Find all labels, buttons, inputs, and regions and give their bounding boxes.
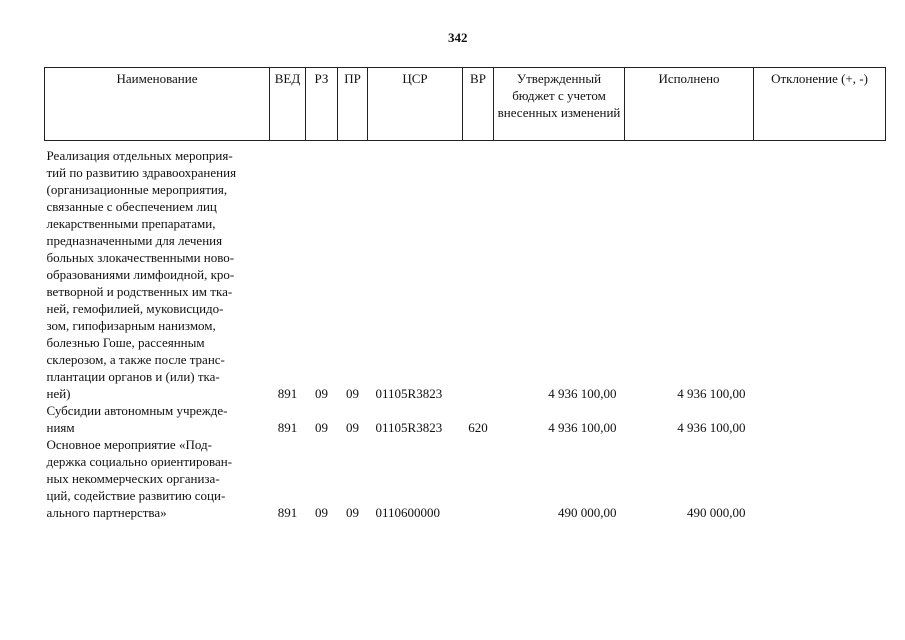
table-row [45, 436, 886, 521]
row-budget: 4 936 100,00 [548, 386, 617, 401]
row-executed: 4 936 100,00 [677, 420, 746, 435]
row-csr: 01105R3823 [375, 420, 443, 435]
header-pr: ПР [338, 68, 368, 141]
row-name: Реализация отдельных мероприя- тий по развитию здравоохранения (организационные мероприятия, связанные с обеспечением лиц лекарственными препаратами, предназначенными для лечения больных злокачественными ново- образованиями лимфоидной, кро- ветворной и родственных им тка- ней, гемофилией, муковисцидо- зом, гипофизарным нанизмом, болезнью Гоше, рассеянным склерозом, а также после транс- плантации органов и (или) тка- ней) [46, 148, 237, 401]
row-pr: 09 [346, 505, 359, 520]
header-budget: Утвержденный бюджет с учетом внесенных изменений [494, 68, 625, 141]
row-deviation [754, 436, 886, 521]
header-ved: ВЕД [270, 68, 306, 141]
table-row [45, 147, 886, 402]
header-deviation: Отклонение (+, -) [754, 68, 886, 141]
row-rz: 09 [315, 505, 328, 520]
row-ved: 891 [277, 505, 298, 520]
row-vr: 620 [468, 420, 488, 435]
row-pr: 09 [346, 386, 359, 401]
row-ved: 891 [277, 420, 298, 435]
row-ved: 891 [277, 386, 298, 401]
row-csr: 01105R3823 [375, 386, 443, 401]
header-vr: ВР [463, 68, 494, 141]
row-vr [463, 436, 494, 521]
header-csr: ЦСР [368, 68, 463, 141]
table-row [45, 402, 886, 436]
row-budget: 4 936 100,00 [548, 420, 617, 435]
row-executed: 490 000,00 [687, 505, 746, 520]
row-deviation [754, 147, 886, 402]
row-budget: 490 000,00 [558, 505, 617, 520]
row-pr: 09 [346, 420, 359, 435]
row-executed: 4 936 100,00 [677, 386, 746, 401]
header-row [45, 68, 886, 141]
row-deviation [754, 402, 886, 436]
row-name: Субсидии автономным учрежде- ниям [46, 403, 228, 435]
header-executed: Исполнено [625, 68, 754, 141]
row-vr [463, 147, 494, 402]
row-csr: 0110600000 [375, 505, 441, 520]
page-number: 342 [448, 30, 468, 45]
row-rz: 09 [315, 386, 328, 401]
row-rz: 09 [315, 420, 328, 435]
row-name: Основное мероприятие «Под- держка социально ориентирован- ных некоммерческих организа- ций, содействие развитию соци- ального партнерства» [46, 437, 233, 520]
budget-table [44, 67, 886, 521]
header-name: Наименование [45, 68, 270, 141]
header-rz: РЗ [306, 68, 338, 141]
